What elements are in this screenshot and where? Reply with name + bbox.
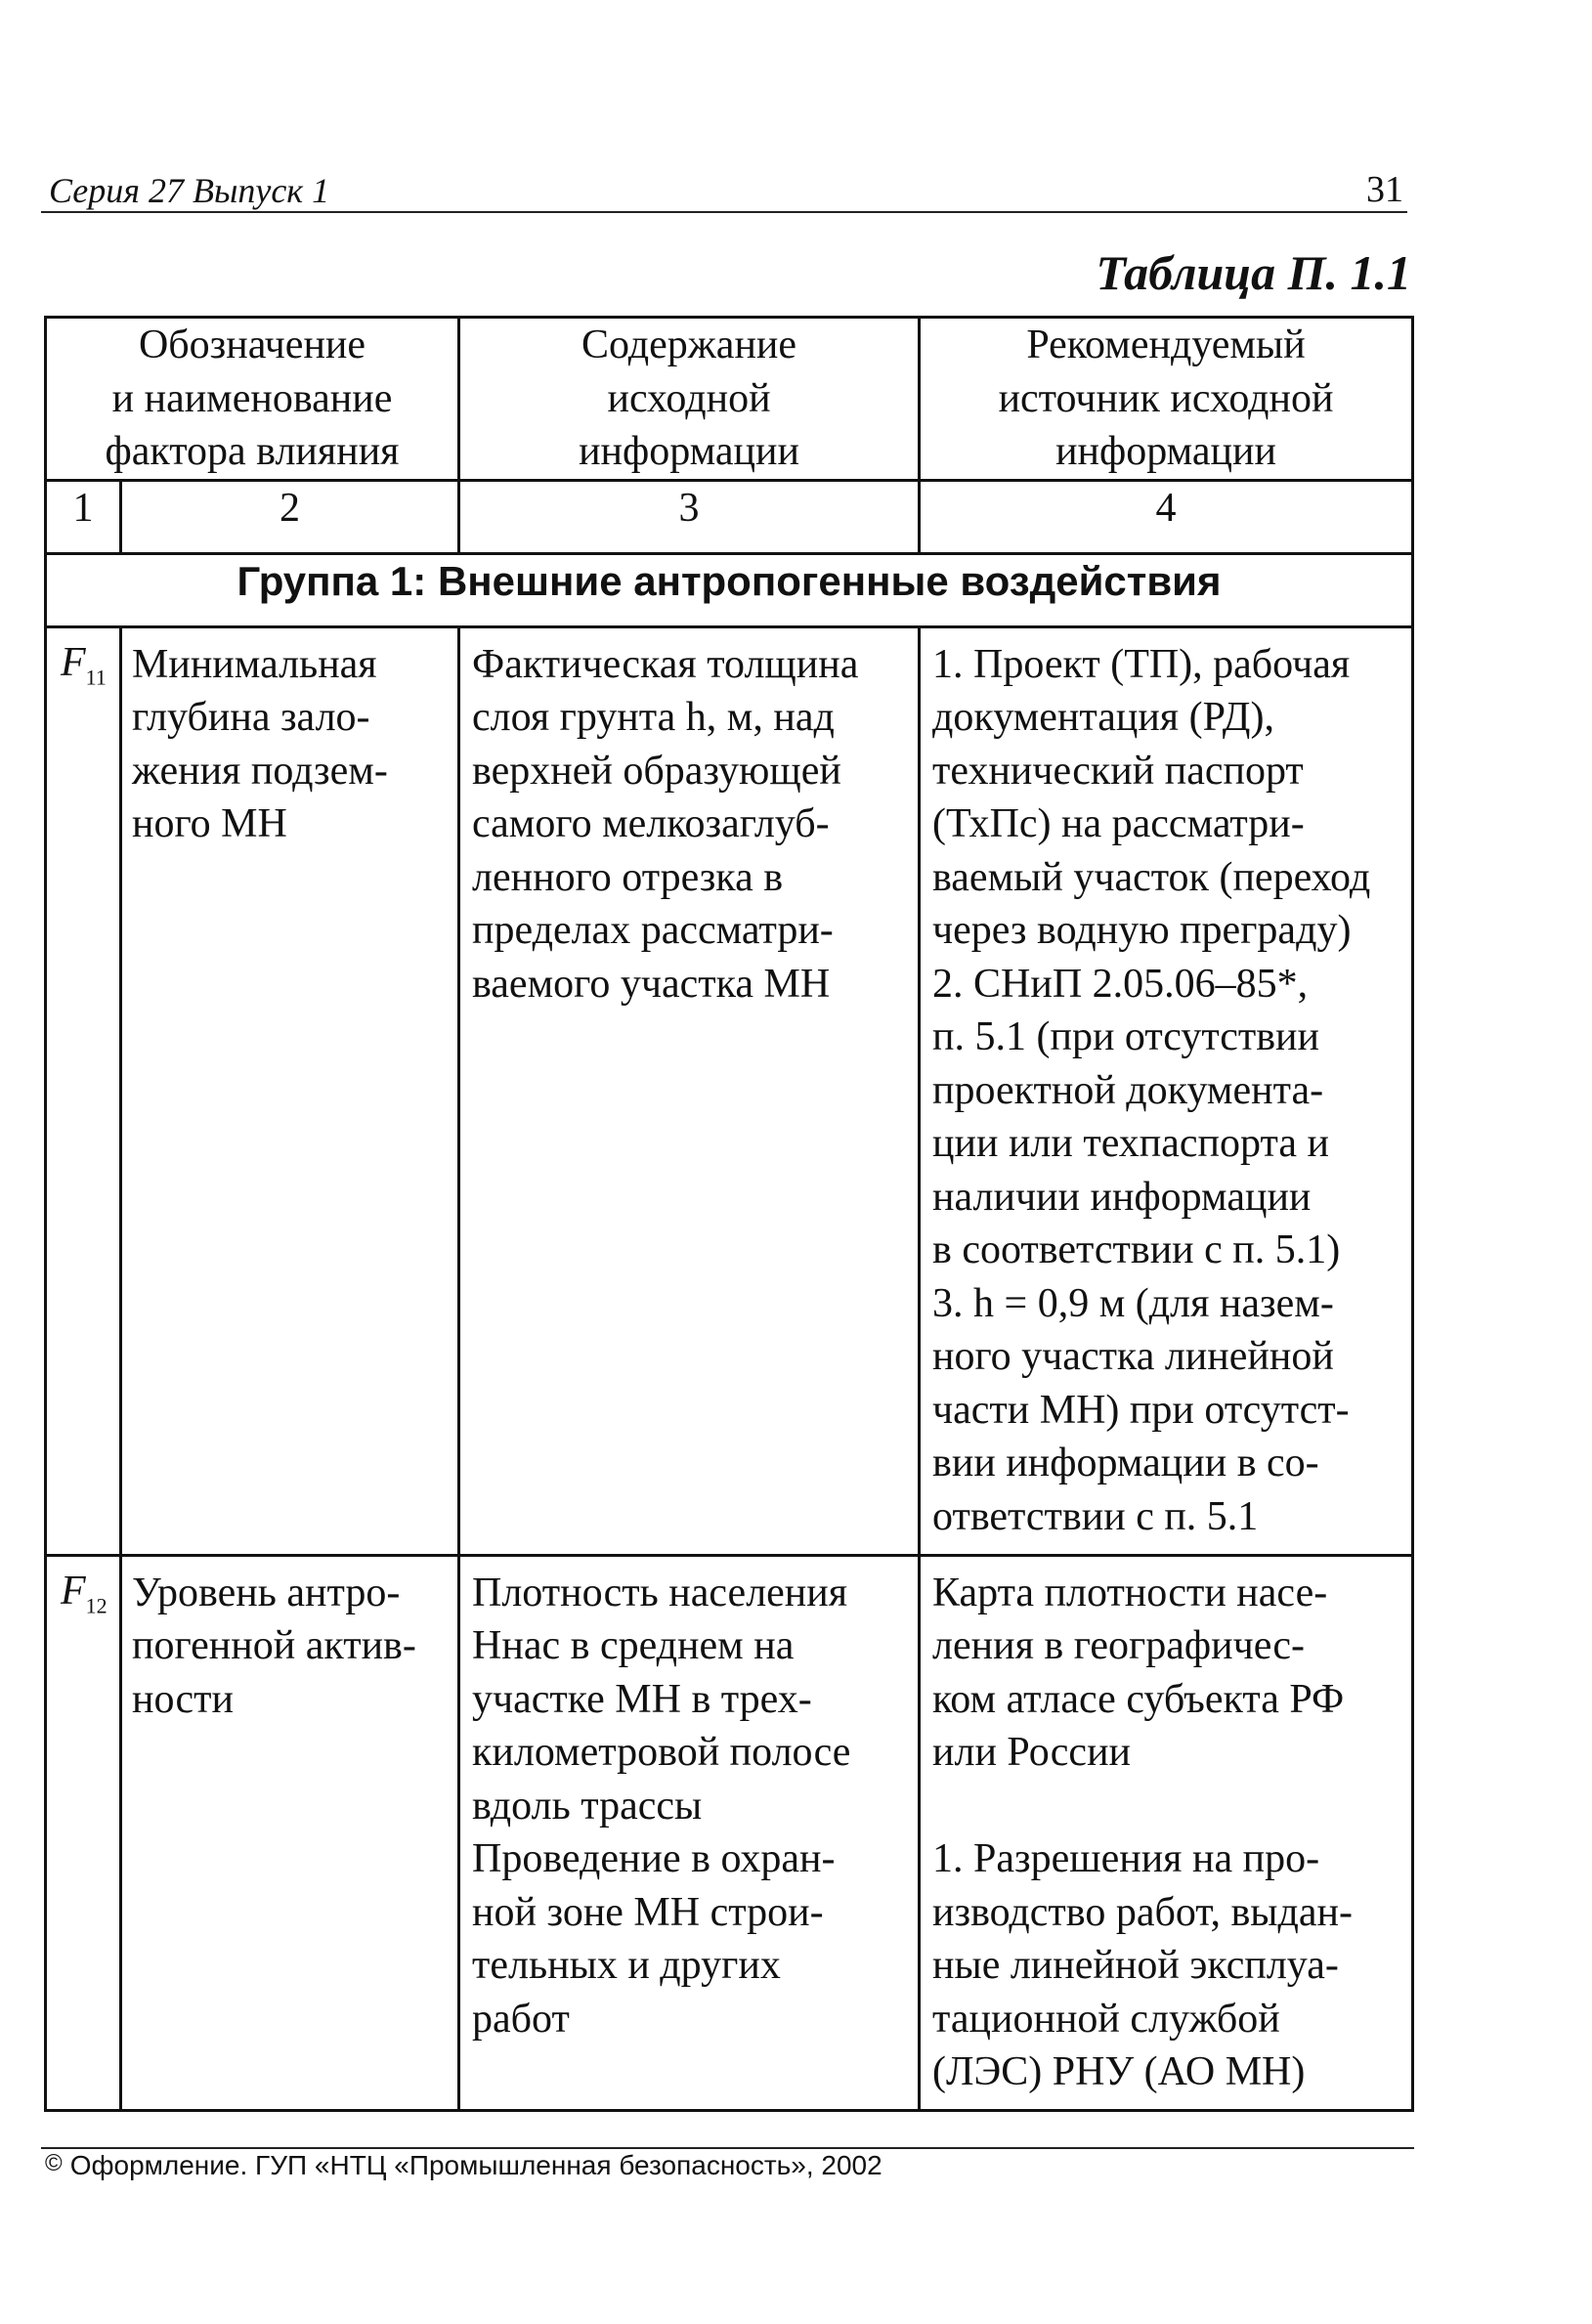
factor-name: Минимальная глубина зало- жения подзем- ного МН <box>121 626 459 1555</box>
factor-content: Фактическая толщина слоя грунта h, м, над верхней образующей самого мелкозаглуб- ленного отрезка в пределах рассматри- ваемого участка МН <box>459 626 920 1555</box>
table-caption: Таблица П. 1.1 <box>1096 245 1411 300</box>
column-number: 2 <box>121 480 459 553</box>
group-row <box>46 553 1413 626</box>
column-number: 3 <box>459 480 920 553</box>
table-row <box>46 1555 1413 2110</box>
group-title: Группа 1: Внешние антропогенные воздействия <box>46 553 1413 626</box>
table-row <box>46 626 1413 1555</box>
column-number: 1 <box>46 480 121 553</box>
column-number-row <box>46 480 1413 553</box>
factor-source: 1. Проект (ТП), рабочая документация (РД), технический паспорт (ТхПс) на рассматри- ваемый участок (переход через водную преграду) 2. СНиП 2.05.06–85*, п. 5.1 (при отсутствии проектной документа- ции или техпаспорта и наличии информации в соответствии с п. 5.1) 3. h = 0,9 м (для назем- ного участка линейной части МН) при отсутст- вии информации в со- ответствии с п. 5.1 <box>920 626 1413 1555</box>
factor-source: Карта плотности насе- ления в географичес- ком атласе субъекта РФ или России 1. Разрешения на про- изводство работ, выдан- ные линейной эксплуа- тационной службой (ЛЭС) РНУ (АО МН) <box>920 1555 1413 2110</box>
factor-content: Плотность населения Hнас в среднем на участке МН в трех- километровой полосе вдоль трассы Проведение в охран- ной зоне МН строи- тельных и других работ <box>459 1555 920 2110</box>
series-issue-label: Серия 27 Выпуск 1 <box>49 171 330 210</box>
footer-text: Оформление. ГУП «НТЦ «Промышленная безопасность», 2002 <box>69 2150 882 2180</box>
copyright-sign: © <box>45 2150 63 2176</box>
factor-symbol: $F_{11}$ <box>46 626 121 1555</box>
data-table <box>44 316 1414 2112</box>
header-source: Рекомендуемый источник исходной информации <box>920 318 1413 481</box>
footer-rule <box>41 2147 1414 2149</box>
column-number: 4 <box>920 480 1413 553</box>
header-content: Содержание исходной информации <box>459 318 920 481</box>
running-head <box>41 164 1407 213</box>
header-factor: Обозначение и наименование фактора влияния <box>46 318 459 481</box>
factor-symbol: $F_{12}$ <box>46 1555 121 2110</box>
page-number: 31 <box>1366 169 1403 210</box>
footer <box>45 2150 882 2181</box>
factor-name: Уровень антро- погенной актив- ности <box>121 1555 459 2110</box>
header-row <box>46 318 1413 481</box>
